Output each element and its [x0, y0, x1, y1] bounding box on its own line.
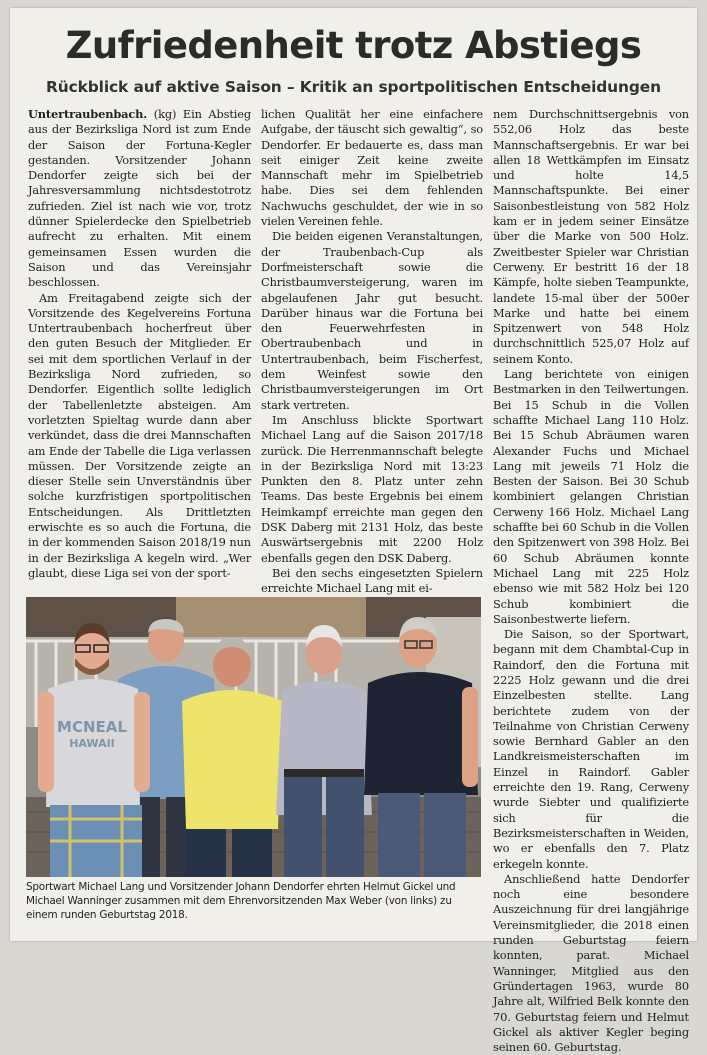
paragraph: Im Anschluss blickte Sportwart Michael Lang auf die Saison 2017/18 zurück. Die Herrenmannschaft belegte in der Bezirksliga Nord mit 13:23 Punkten den 8. Platz unter zehn Teams. Das beste Ergebnis bei einem Heimkampf erreichte man gegen den DSK Daberg mit 2131 Holz, das beste Auswärtsergebnis mit 2200 Holz ebenfalls gegen den DSK Daberg. [261, 412, 483, 565]
paragraph: nem Durchschnittsergebnis von 552,06 Holz das beste Mannschaftsergebnis. Er war bei allen 18 Wettkämpfen im Einsatz und holte 14,5 Mannschaftspunkte. Bei einer Saisonbestleistung von 582 Holz kam er in jedem seiner Einsätze über die Marke von 500 Holz. Zweitbester Spieler war Christian Cerweny. Er bestritt 16 der 18 Kämpfe, holte sieben Teampunkte, landete 15-mal über der 500er Marke und hatte bei einem Spitzenwert von 548 Holz durchschnittlich 525,07 Holz auf seinem Konto. [493, 107, 689, 366]
paragraph: Anschließend hatte Dendorfer noch eine besondere Auszeichnung für drei langjährige Vereinsmitglieder, die 2018 einen runden Geburtstag feiern konnten, parat. Michael Wanninger, Mitglied aus den Gründertagen 1963, wurde 80 Jahre alt, Wilfried Belk konnte den 70. Geburtstag feiern und Helmut Gickel als aktiver Kegler beging seinen 60. Geburtstag. [493, 871, 689, 1055]
paragraph: Die Saison, so der Sportwart, begann mit dem Chambtal-Cup in Raindorf, den die Fortuna mit 2225 Holz gewann und die drei Einzelbesten stellte. Lang berichtete zudem von der Teilnahme von Christian Cerweny sowie Bernhard Gabler an den Landkreismeisterschaften im Einzel in Raindorf. Gabler erreichte den 19. Rang, Cerweny wurde Siebter und qualifizierte sich für die Bezirksmeisterschaften in Weiden, wo er ebenfalls den 7. Platz erkegeln konnte. [493, 627, 689, 871]
paragraph: lichen Qualität her eine einfachere Aufgabe, der täuscht sich gewaltig“, so Dendorfer. Er bedauerte es, dass man seit einiger Zeit keine zweite Mannschaft mehr im Spielbetrieb habe. Dies sei dem fehlenden Nachwuchs geschuldet, der wie in so vielen Vereinen fehle. [261, 107, 483, 229]
newspaper-page [10, 8, 697, 1055]
shirt-print-line2: HAWAII [69, 737, 115, 750]
paragraph: Die beiden eigenen Veranstaltungen, der Traubenbach-Cup als Dorfmeisterschaft sowie die Christbaumversteigerung, waren im abgelaufenen Jahr gut besucht. Darüber hinaus war die Fortuna bei den Feuerwehrfesten in Obertraubenbach und in Untertraubenbach, beim Fischerfest, dem Weinfest sowie den Christbaumversteigerungen im Ort stark vertreten. [261, 229, 483, 412]
subheadline: Rückblick auf aktive Saison – Kritik an sportpolitischen Entscheidungen [46, 78, 661, 96]
group-photo [26, 597, 481, 877]
paragraph: Am Freitagabend zeigte sich der Vorsitzende des Kegelvereins Fortuna Untertraubenbach hocherfreut über den guten Besuch der Mitglieder. Er sei mit dem sportlichen Verlauf in der Bezirksliga Nord zufrieden, so Dendorfer. Eigentlich sollte lediglich der Tabellenletzte absteigen. Am vorletzten Spieltag wurde dann aber verkündet, dass die drei Mannschaften am Ende der Tabelle die Liga verlassen müssen. Der Vorsitzende zeigte an dieser Stelle sein Unverständnis über solche kurzfristigen sportpolitischen Entscheidungen. Als Drittletzten erwischte es so auch die Fortuna, die in der kommenden Saison 2018/19 nun in der Bezirksliga A kegeln wird. „Wer glaubt, diese Liga sei von der sport- [28, 290, 251, 580]
article-column-1 [28, 107, 251, 595]
dateline: Untertraubenbach. [28, 107, 148, 121]
headline: Zufriedenheit trotz Abstiegs [65, 24, 642, 67]
article-column-3 [493, 107, 689, 1055]
photo-caption: Sportwart Michael Lang und Vorsitzender Johann Dendorfer ehrten Helmut Gickel und Michael Wanninger zusammen mit dem Ehrenvorsitzenden Max Weber (von links) zu einem runden Geburtstag 2018. [26, 881, 456, 921]
paragraph [28, 107, 251, 291]
paragraph-text: (kg) Ein Abstieg aus der Bezirksliga Nord ist zum Ende der Saison der Fortuna-Kegler gestanden. Vorsitzender Johann Dendorfer zeigte sich bei der Jahresversammlung nichtsdestotrotz zufrieden. Ziel ist nach wie vor, trotz dünner Spielerdecke den Spielbetrieb aufrecht zu erhalten. Mit einem gemeinsamen Essen wurden die Saison und das Vereinsjahr beschlossen. [28, 107, 251, 290]
paragraph: Lang berichtete von einigen Bestmarken in den Teilwertungen. Bei 15 Schub in die Vollen schaffte Michael Lang 110 Holz. Bei 15 Schub Abräumen waren Alexander Fuchs und Michael Lang mit jeweils 71 Holz die Besten der Saison. Bei 30 Schub kombiniert gelangen Christian Cerweny 166 Holz. Michael Lang schaffte bei 60 Schub in die Vollen den Spitzenwert von 398 Holz. Bei 60 Schub Abräumen konnte Michael Lang mit 225 Holz ebenso wie mit 582 Holz bei 120 Schub kombiniert die Saisonbestwerte liefern. [493, 367, 689, 626]
paragraph: Bei den sechs eingesetzten Spielern erreichte Michael Lang mit ei- [261, 565, 483, 596]
shirt-print-line1: MCNEAL [57, 718, 127, 736]
article-column-2 [261, 107, 483, 595]
